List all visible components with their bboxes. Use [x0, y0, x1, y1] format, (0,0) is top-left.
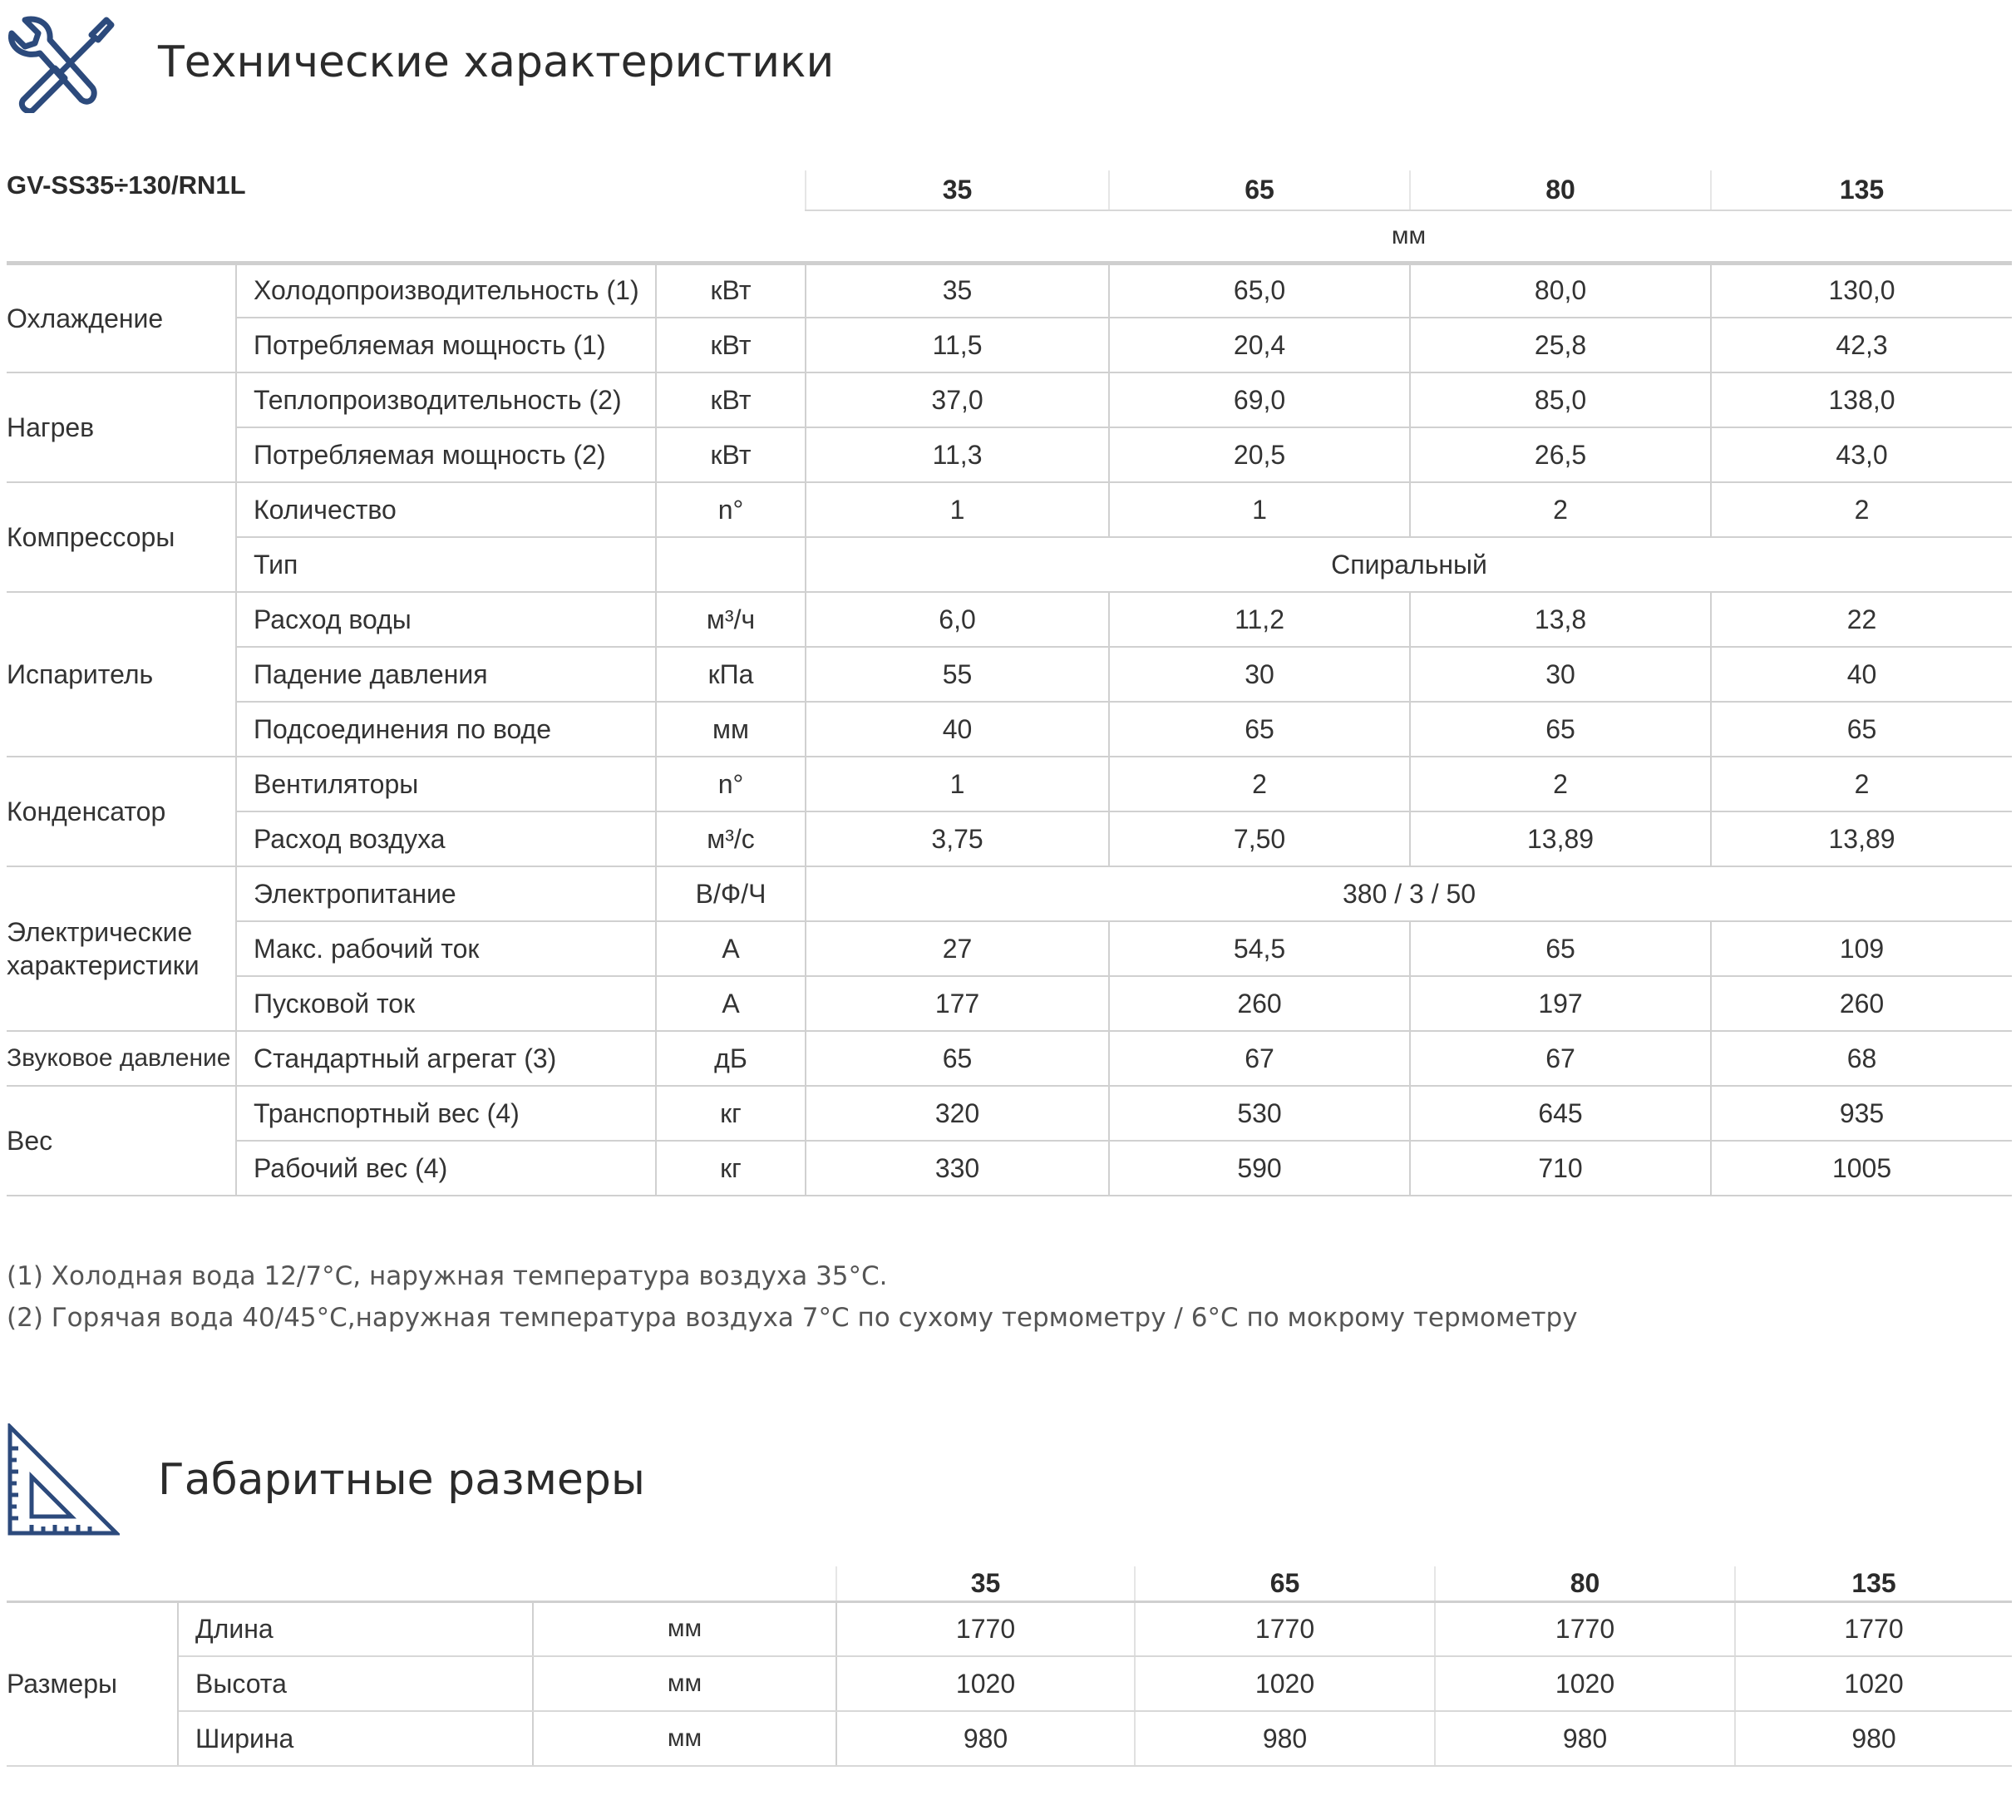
value-cell: 67 [1109, 1031, 1410, 1086]
value-cell: 130,0 [1711, 263, 2012, 318]
value-cell: 65,0 [1109, 263, 1410, 318]
value-cell: 11,3 [806, 427, 1109, 482]
value-cell: 13,8 [1410, 592, 1711, 647]
value-cell: 11,5 [806, 318, 1109, 372]
unit-label: м³/с [656, 811, 806, 866]
unit-label: кВт [656, 427, 806, 482]
unit-label: кПа [656, 647, 806, 702]
value-cell: 177 [806, 976, 1109, 1031]
table-row [7, 976, 2012, 1031]
unit-label [656, 537, 806, 592]
value-cell: 69,0 [1109, 372, 1410, 427]
parameter-label: Расход воздуха [236, 811, 656, 866]
group-label: Компрессоры [7, 482, 236, 592]
parameter-label: Ширина [178, 1711, 533, 1766]
value-cell: 1770 [1735, 1601, 2012, 1656]
table-row [7, 1086, 2012, 1141]
footnote-1: (1) Холодная вода 12/7°С, наружная температура воздуха 35°С. [7, 1261, 888, 1291]
unit-label: А [656, 921, 806, 976]
unit-label: n° [656, 757, 806, 811]
value-cell: 40 [1711, 647, 2012, 702]
table-row [7, 1141, 2012, 1196]
value-cell: 2 [1711, 757, 2012, 811]
value-cell: 65 [806, 1031, 1109, 1086]
unit-label: мм [533, 1656, 836, 1711]
tools-icon [5, 15, 115, 113]
value-cell: 65 [1109, 702, 1410, 757]
parameter-label: Потребляемая мощность (2) [236, 427, 656, 482]
table-row [7, 427, 2012, 482]
dims-header-row [7, 1566, 2012, 1601]
table-row [7, 1031, 2012, 1086]
parameter-label: Электропитание [236, 866, 656, 921]
unit-label: мм [656, 702, 806, 757]
specs-header-row [7, 170, 2012, 210]
footnote-2: (2) Горячая вода 40/45°С,наружная температура воздуха 7°С по сухому термометру / 6°С по мокрому термометру [7, 1303, 1578, 1333]
value-cell: 30 [1109, 647, 1410, 702]
dimension-unit: мм [806, 210, 2012, 263]
value-cell: 65 [1711, 702, 2012, 757]
value-cell: 22 [1711, 592, 2012, 647]
value-cell: 43,0 [1711, 427, 2012, 482]
unit-label: кг [656, 1086, 806, 1141]
parameter-label: Макс. рабочий ток [236, 921, 656, 976]
value-cell: 980 [1135, 1711, 1435, 1766]
table-row [7, 372, 2012, 427]
value-cell: 138,0 [1711, 372, 2012, 427]
unit-label: м³/ч [656, 592, 806, 647]
table-row [7, 1711, 2012, 1766]
value-cell: 1770 [836, 1601, 1135, 1656]
dimension-unit-row [7, 210, 2012, 263]
table-row [7, 318, 2012, 372]
value-cell: 1020 [1435, 1656, 1735, 1711]
value-cell: 13,89 [1711, 811, 2012, 866]
value-cell: 260 [1109, 976, 1410, 1031]
value-cell: 645 [1410, 1086, 1711, 1141]
value-cell: 1020 [836, 1656, 1135, 1711]
column-header: 65 [1135, 1566, 1435, 1601]
value-cell: 65 [1410, 921, 1711, 976]
value-cell: 3,75 [806, 811, 1109, 866]
table-row [7, 1656, 2012, 1711]
value-cell: 1 [806, 757, 1109, 811]
value-cell: 54,5 [1109, 921, 1410, 976]
value-cell: 30 [1410, 647, 1711, 702]
group-label: Испаритель [7, 592, 236, 757]
value-cell: 20,4 [1109, 318, 1410, 372]
table-row [7, 263, 2012, 318]
unit-label: кВт [656, 372, 806, 427]
value-cell: 6,0 [806, 592, 1109, 647]
parameter-label: Падение давления [236, 647, 656, 702]
value-cell: 7,50 [1109, 811, 1410, 866]
column-header: 80 [1435, 1566, 1735, 1601]
parameter-label: Потребляемая мощность (1) [236, 318, 656, 372]
dims-title: Габаритные размеры [158, 1455, 645, 1505]
parameter-label: Количество [236, 482, 656, 537]
unit-label: дБ [656, 1031, 806, 1086]
value-cell: 1770 [1135, 1601, 1435, 1656]
value-cell: 25,8 [1410, 318, 1711, 372]
group-label: Электрические характеристики [7, 866, 236, 1031]
dims-table [7, 1566, 2012, 1767]
model-name: GV-SS35÷130/RN1L [7, 170, 246, 200]
value-cell: 20,5 [1109, 427, 1410, 482]
value-cell: 980 [1735, 1711, 2012, 1766]
parameter-label: Транспортный вес (4) [236, 1086, 656, 1141]
specs-table [7, 170, 2012, 1196]
parameter-label: Высота [178, 1656, 533, 1711]
value-cell: 68 [1711, 1031, 2012, 1086]
value-cell: 1005 [1711, 1141, 2012, 1196]
parameter-label: Холодопроизводительность (1) [236, 263, 656, 318]
value-cell: 40 [806, 702, 1109, 757]
value-cell: 1020 [1735, 1656, 2012, 1711]
merged-value: 380 / 3 / 50 [806, 866, 2012, 921]
value-cell: 2 [1410, 482, 1711, 537]
value-cell: 11,2 [1109, 592, 1410, 647]
table-row [7, 866, 2012, 921]
group-label: Звуковое давление [7, 1031, 236, 1086]
table-row [7, 757, 2012, 811]
unit-label: n° [656, 482, 806, 537]
parameter-label: Пусковой ток [236, 976, 656, 1031]
value-cell: 2 [1109, 757, 1410, 811]
value-cell: 935 [1711, 1086, 2012, 1141]
unit-label: кВт [656, 318, 806, 372]
table-row [7, 537, 2012, 592]
parameter-label: Длина [178, 1601, 533, 1656]
column-header: 65 [1109, 170, 1410, 210]
table-row [7, 482, 2012, 537]
table-row [7, 702, 2012, 757]
column-header: 80 [1410, 170, 1711, 210]
group-label: Вес [7, 1086, 236, 1196]
value-cell: 1020 [1135, 1656, 1435, 1711]
value-cell: 13,89 [1410, 811, 1711, 866]
unit-label: мм [533, 1601, 836, 1656]
parameter-label: Тип [236, 537, 656, 592]
value-cell: 980 [836, 1711, 1135, 1766]
group-label: Конденсатор [7, 757, 236, 866]
value-cell: 37,0 [806, 372, 1109, 427]
table-row [7, 647, 2012, 702]
unit-label: кг [656, 1141, 806, 1196]
value-cell: 35 [806, 263, 1109, 318]
table-row [7, 592, 2012, 647]
unit-label: мм [533, 1711, 836, 1766]
column-header: 35 [836, 1566, 1135, 1601]
group-label: Охлаждение [7, 263, 236, 372]
value-cell: 42,3 [1711, 318, 2012, 372]
value-cell: 1 [1109, 482, 1410, 537]
value-cell: 260 [1711, 976, 2012, 1031]
parameter-label: Расход воды [236, 592, 656, 647]
parameter-label: Стандартный агрегат (3) [236, 1031, 656, 1086]
value-cell: 1 [806, 482, 1109, 537]
value-cell: 710 [1410, 1141, 1711, 1196]
parameter-label: Вентиляторы [236, 757, 656, 811]
unit-label: А [656, 976, 806, 1031]
value-cell: 1770 [1435, 1601, 1735, 1656]
group-label: Размеры [7, 1601, 178, 1766]
group-label: Нагрев [7, 372, 236, 482]
value-cell: 980 [1435, 1711, 1735, 1766]
value-cell: 65 [1410, 702, 1711, 757]
table-row [7, 811, 2012, 866]
value-cell: 530 [1109, 1086, 1410, 1141]
value-cell: 109 [1711, 921, 2012, 976]
merged-value: Спиральный [806, 537, 2012, 592]
value-cell: 26,5 [1410, 427, 1711, 482]
parameter-label: Теплопроизводительность (2) [236, 372, 656, 427]
parameter-label: Рабочий вес (4) [236, 1141, 656, 1196]
value-cell: 2 [1711, 482, 2012, 537]
value-cell: 67 [1410, 1031, 1711, 1086]
set-square-icon [7, 1423, 120, 1536]
column-header: 35 [806, 170, 1109, 210]
table-row [7, 1601, 2012, 1656]
unit-label: В/Ф/Ч [656, 866, 806, 921]
value-cell: 197 [1410, 976, 1711, 1031]
table-row [7, 921, 2012, 976]
value-cell: 320 [806, 1086, 1109, 1141]
value-cell: 2 [1410, 757, 1711, 811]
value-cell: 85,0 [1410, 372, 1711, 427]
value-cell: 55 [806, 647, 1109, 702]
value-cell: 27 [806, 921, 1109, 976]
value-cell: 330 [806, 1141, 1109, 1196]
column-header: 135 [1711, 170, 2012, 210]
parameter-label: Подсоединения по воде [236, 702, 656, 757]
specs-title: Технические характеристики [158, 37, 835, 87]
unit-label: кВт [656, 263, 806, 318]
value-cell: 590 [1109, 1141, 1410, 1196]
column-header: 135 [1735, 1566, 2012, 1601]
value-cell: 80,0 [1410, 263, 1711, 318]
